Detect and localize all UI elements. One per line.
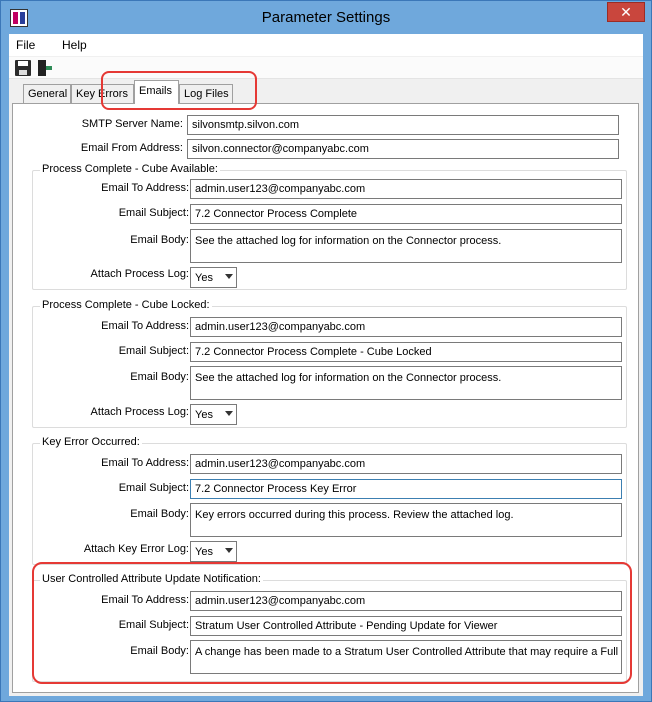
tabs-highlight-annotation bbox=[101, 71, 257, 110]
body-field[interactable]: Key errors occurred during this process. Review the attached log. bbox=[190, 503, 622, 537]
subject-field[interactable]: Stratum User Controlled Attribute - Pending Update for Viewer bbox=[190, 616, 622, 636]
to-address-field[interactable]: admin.user123@companyabc.com bbox=[190, 179, 622, 199]
group-title: User Controlled Attribute Update Notification: bbox=[42, 573, 261, 585]
window-title: Parameter Settings bbox=[261, 9, 391, 26]
to-label: Email To Address: bbox=[101, 320, 189, 332]
tab-log-files[interactable]: Log Files bbox=[179, 84, 233, 103]
body-label: Email Body: bbox=[130, 508, 189, 520]
menu-help[interactable]: Help bbox=[62, 38, 87, 52]
smtp-server-field[interactable]: silvonsmtp.silvon.com bbox=[187, 115, 619, 135]
to-address-field[interactable]: admin.user123@companyabc.com bbox=[190, 454, 622, 474]
group-key-error bbox=[32, 436, 627, 565]
group-title: Process Complete - Cube Available: bbox=[42, 163, 218, 175]
menu-bar bbox=[9, 34, 643, 56]
tab-key-errors[interactable]: Key Errors bbox=[71, 84, 134, 103]
body-label: Email Body: bbox=[130, 234, 189, 246]
body-label: Email Body: bbox=[130, 371, 189, 383]
to-label: Email To Address: bbox=[101, 457, 189, 469]
from-label: Email From Address: bbox=[80, 142, 183, 154]
menu-file[interactable]: File bbox=[16, 38, 36, 52]
uca-highlight-annotation bbox=[32, 562, 632, 684]
group-title: Key Error Occurred: bbox=[42, 436, 140, 448]
attach-label: Attach Process Log: bbox=[90, 268, 189, 280]
group-cube-locked bbox=[32, 299, 627, 428]
save-icon[interactable] bbox=[15, 60, 31, 76]
attach-label: Attach Process Log: bbox=[90, 406, 189, 418]
group-cube-available bbox=[32, 163, 627, 290]
tab-general[interactable]: General bbox=[23, 84, 71, 103]
attach-select[interactable]: Yes bbox=[190, 541, 237, 562]
to-address-field[interactable]: admin.user123@companyabc.com bbox=[190, 317, 622, 337]
attach-select[interactable]: Yes bbox=[190, 267, 237, 288]
subject-field[interactable]: 7.2 Connector Process Complete - Cube Locked bbox=[190, 342, 622, 362]
body-field[interactable]: See the attached log for information on the Connector process. bbox=[190, 229, 622, 263]
from-address-field[interactable]: silvon.connector@companyabc.com bbox=[187, 139, 619, 159]
client-area bbox=[9, 34, 643, 696]
chevron-down-icon bbox=[225, 411, 233, 416]
chevron-down-icon bbox=[225, 274, 233, 279]
title-bar[interactable] bbox=[1, 1, 651, 34]
chevron-down-icon bbox=[225, 548, 233, 553]
subject-label: Email Subject: bbox=[118, 482, 189, 494]
subject-field[interactable]: 7.2 Connector Process Complete bbox=[190, 204, 622, 224]
subject-label: Email Subject: bbox=[118, 619, 189, 631]
to-address-field[interactable]: admin.user123@companyabc.com bbox=[190, 591, 622, 611]
subject-field[interactable]: 7.2 Connector Process Key Error bbox=[190, 479, 622, 499]
body-label: Email Body: bbox=[130, 645, 189, 657]
smtp-label: SMTP Server Name: bbox=[81, 118, 183, 130]
close-button[interactable]: ✕ bbox=[607, 2, 645, 22]
to-label: Email To Address: bbox=[101, 594, 189, 606]
tab-emails[interactable]: Emails bbox=[134, 80, 179, 104]
subject-label: Email Subject: bbox=[118, 207, 189, 219]
to-label: Email To Address: bbox=[101, 182, 189, 194]
exit-icon[interactable] bbox=[36, 60, 52, 76]
body-field[interactable]: A change has been made to a Stratum User Controlled Attribute that may require a Full bbox=[190, 640, 622, 674]
subject-label: Email Subject: bbox=[118, 345, 189, 357]
attach-select[interactable]: Yes bbox=[190, 404, 237, 425]
group-title: Process Complete - Cube Locked: bbox=[42, 299, 210, 311]
emails-panel bbox=[12, 103, 639, 693]
attach-label: Attach Key Error Log: bbox=[83, 543, 189, 555]
body-field[interactable]: See the attached log for information on the Connector process. bbox=[190, 366, 622, 400]
